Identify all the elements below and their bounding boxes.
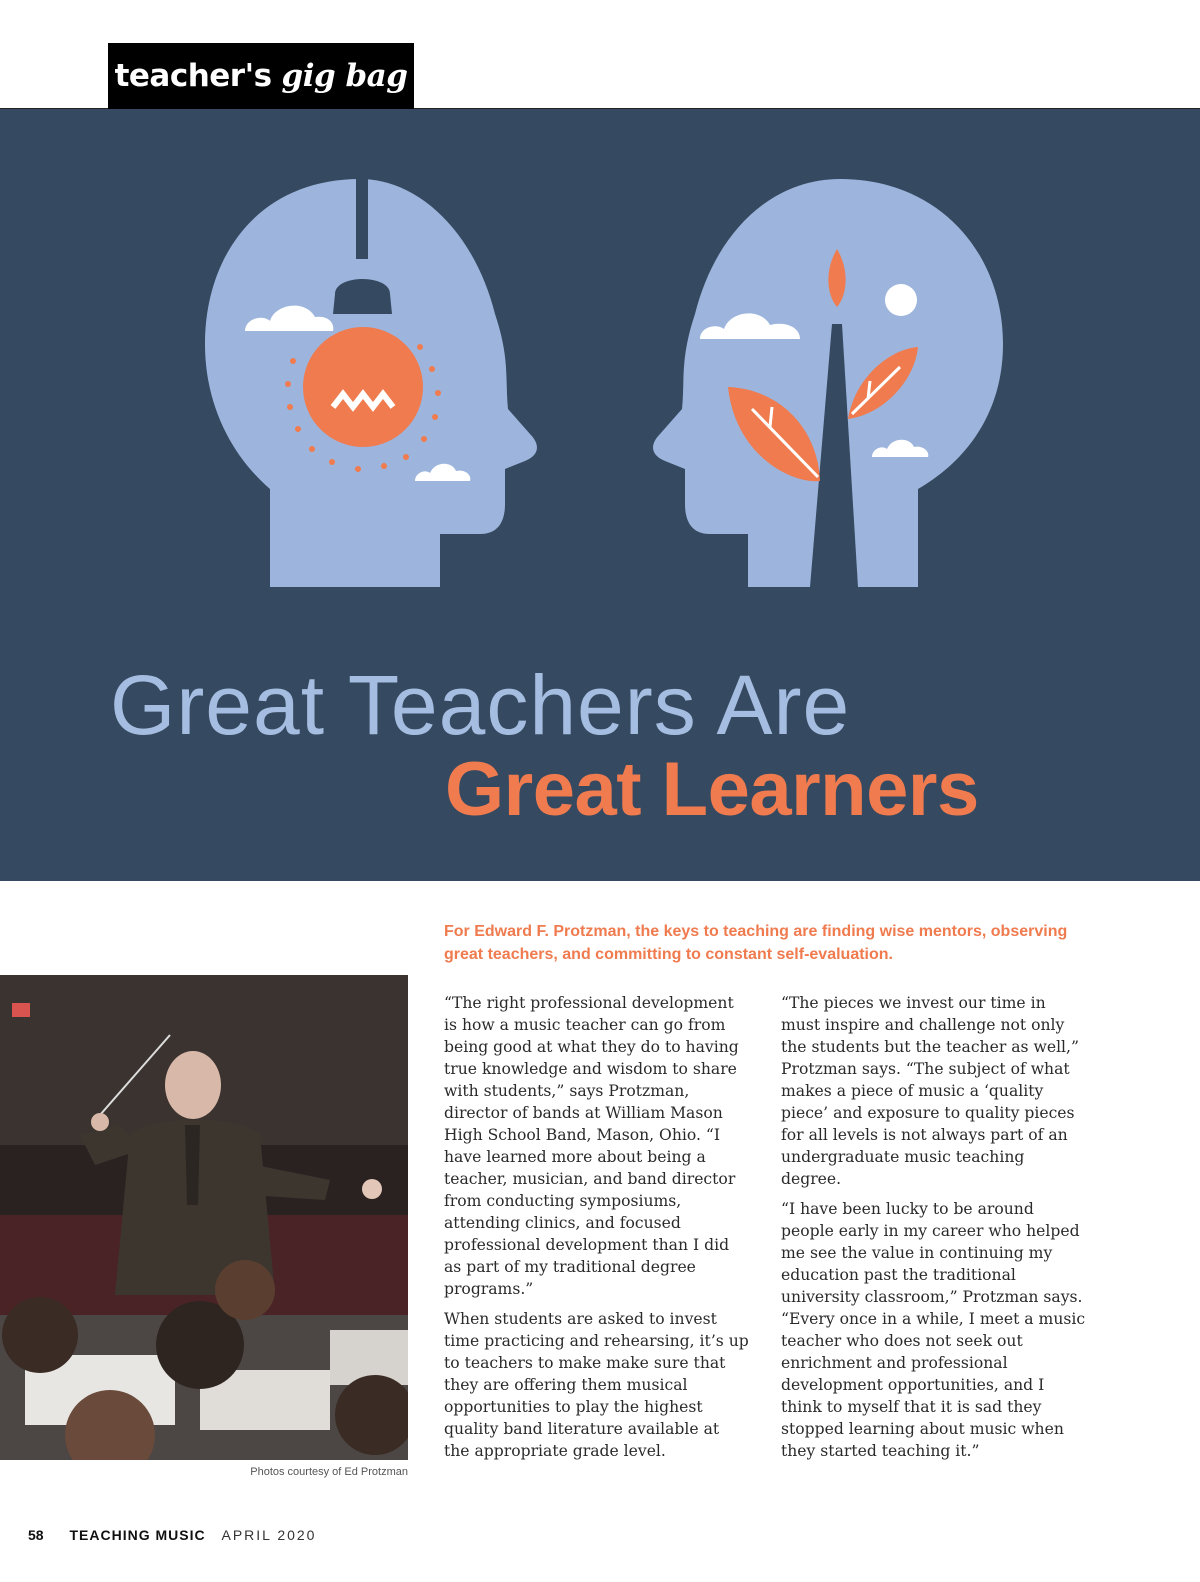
deck-text: For Edward F. Protzman, the keys to teaching are finding wise mentors, observing great teachers, and committing to constant self-evaluation. [444,923,1068,963]
page-footer [28,1527,316,1543]
photo-caption: Photos courtesy of Ed Protzman [250,1466,408,1478]
section-tag-suffix: gig bag [281,58,408,94]
paragraph: “The right professional development is how a music teacher can go from being good at what they do to having true knowledge and wisdom to share with students,” says Protzman, director of bands at William Mason High School Band, Mason, Ohio. “I have learned more about being a teacher, musician, and band director from conducting symposiums, attending clinics, and focused professional development than I did as part of my traditional degree programs.” [444,994,739,1298]
section-tag [108,43,414,109]
headline-line1: Great Teachers Are [110,658,851,752]
magazine-name: TEACHING MUSIC [69,1527,206,1543]
paragraph: “The pieces we invest our time in must inspire and challenge not only the students but the teacher as well,” Protzman says. “The subject of what makes a piece of music a ‘quality piece’ and exposure to quality pieces for all levels is not always part of an undergraduate music teaching degree. [781,994,1079,1188]
left-head-icon [205,179,537,587]
right-head-icon [653,179,1003,587]
paragraph: When students are asked to invest time practicing and rehearsing, it’s up to teachers to make make sure that they are offering them musical opportunities to play the highest quality band literature available at the appropriate grade level. [444,1310,749,1460]
headline-line2: Great Learners [445,747,979,832]
paragraph: “I have been lucky to be around people early in my career who helped me see the value in continuing my education past the traditional university classroom,” Protzman says. “Every once in a while, I meet a music teacher who does not seek out enrichment and professional development opportunities, and I think to myself that it is sad they stopped learning about music when they started teaching it.” [781,1200,1086,1460]
page-number: 58 [28,1527,44,1543]
section-tag-prefix: teacher's [114,58,272,94]
body-column-1 [444,992,749,1470]
body-column-2 [781,992,1086,1470]
issue-date: APRIL 2020 [221,1527,317,1543]
conductor-photo [0,975,408,1460]
